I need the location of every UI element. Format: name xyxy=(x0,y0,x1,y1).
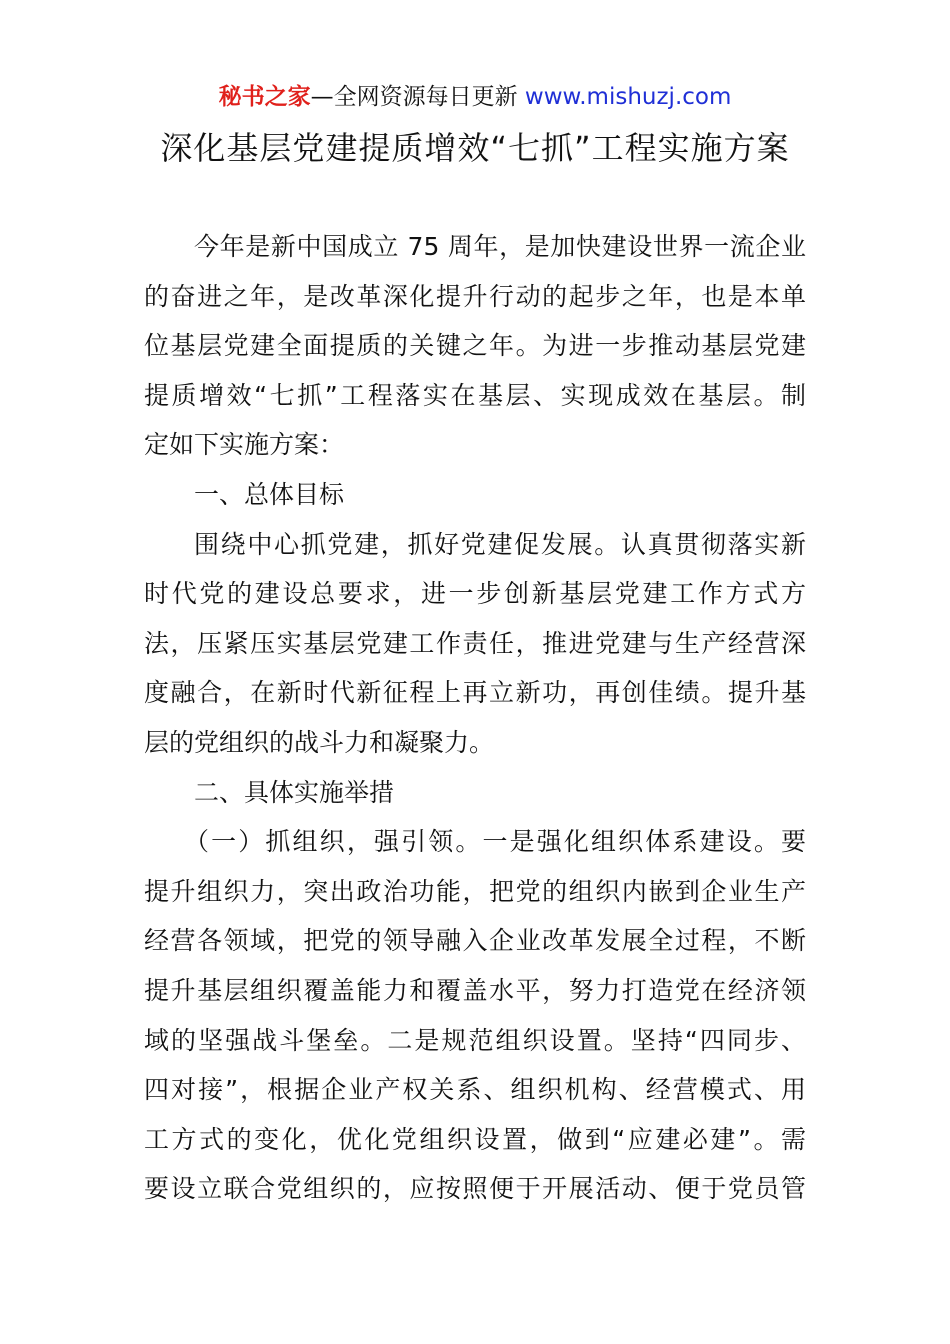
paragraph-line: 度融合，在新时代新征程上再立新功，再创佳绩。提升基 xyxy=(144,678,806,708)
section-heading: 二、具体实施举措 xyxy=(194,777,395,807)
paragraph-line: 四对接”，根据企业产权关系、组织机构、经营模式、用 xyxy=(144,1075,806,1105)
paragraph-line: 工方式的变化，优化党组织设置，做到“应建必建”。需 xyxy=(144,1124,806,1154)
document-title: 深化基层党建提质增效“七抓”工程实施方案 xyxy=(160,129,790,167)
paragraph-line: 的奋进之年，是改革深化提升行动的起步之年，也是本单 xyxy=(144,281,806,311)
paragraph-line: 层的党组织的战斗力和凝聚力。 xyxy=(144,727,495,757)
paragraph-line: 提升基层组织覆盖能力和覆盖水平，努力打造党在经济领 xyxy=(144,975,806,1005)
paragraph-line: 围绕中心抓党建，抓好党建促发展。认真贯彻落实新 xyxy=(194,529,806,559)
site-url[interactable]: www.mishuzj.com xyxy=(524,84,732,110)
section-heading: 一、总体目标 xyxy=(194,479,345,509)
paragraph-line: 位基层党建全面提质的关键之年。为进一步推动基层党建 xyxy=(144,331,806,361)
header-banner xyxy=(0,82,950,112)
brand-name: 秘书之家 xyxy=(218,84,311,110)
paragraph-line: 定如下实施方案： xyxy=(144,430,345,460)
paragraph-line: 今年是新中国成立 75 周年，是加快建设世界一流企业 xyxy=(194,232,806,261)
paragraph-line: 提质增效“七抓”工程落实在基层、实现成效在基层。制 xyxy=(144,380,806,410)
paragraph-line: 时代党的建设总要求，进一步创新基层党建工作方式方 xyxy=(144,579,806,609)
paragraph-line: 要设立联合党组织的，应按照便于开展活动、便于党员管 xyxy=(144,1174,806,1204)
header-slogan: —全网资源每日更新 xyxy=(310,84,518,110)
paragraph-line: （一）抓组织，强引领。一是强化组织体系建设。要 xyxy=(184,827,806,857)
paragraph-line: 提升组织力，突出政治功能，把党的组织内嵌到企业生产 xyxy=(144,876,806,906)
paragraph-line: 域的坚强战斗堡垒。二是规范组织设置。坚持“四同步、 xyxy=(144,1025,806,1055)
document-body xyxy=(144,222,806,1214)
paragraph-line: 经营各领域，把党的领导融入企业改革发展全过程，不断 xyxy=(144,926,806,956)
paragraph-line: 法，压紧压实基层党建工作责任，推进党建与生产经营深 xyxy=(144,628,806,658)
